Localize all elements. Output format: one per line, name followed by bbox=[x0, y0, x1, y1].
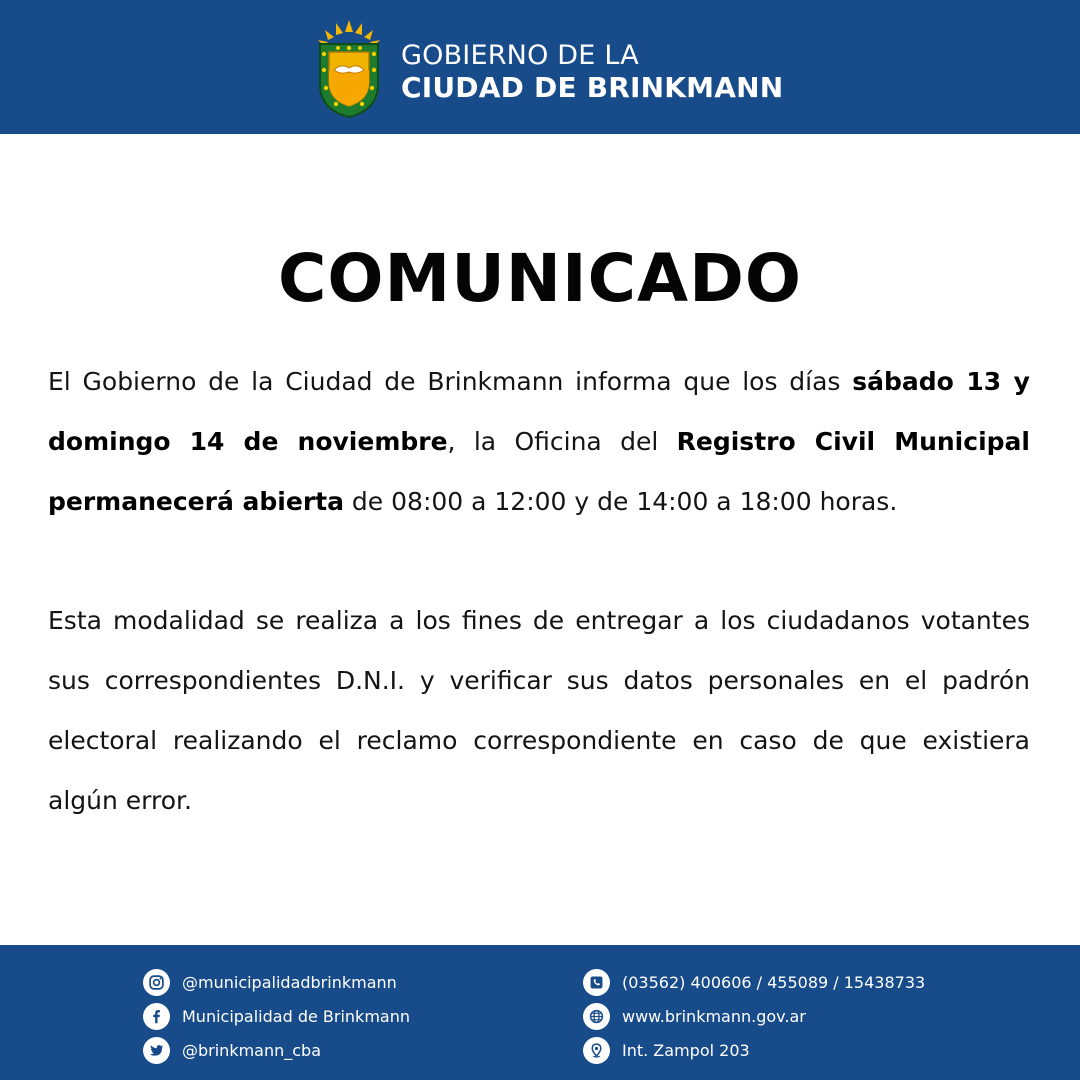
contact-website[interactable] bbox=[583, 999, 925, 1033]
phone-icon bbox=[583, 969, 610, 996]
facebook-page: Municipalidad de Brinkmann bbox=[182, 1006, 410, 1026]
contact-instagram[interactable] bbox=[143, 965, 410, 999]
instagram-icon bbox=[143, 969, 170, 996]
contact-column bbox=[583, 965, 925, 1067]
city-crest-icon bbox=[314, 18, 384, 118]
contact-twitter[interactable] bbox=[143, 1033, 410, 1067]
globe-icon bbox=[583, 1003, 610, 1030]
street-address: Int. Zampol 203 bbox=[622, 1040, 750, 1060]
instagram-handle: @municipalidadbrinkmann bbox=[182, 972, 397, 992]
phone-numbers: (03562) 400606 / 455089 / 15438733 bbox=[622, 972, 926, 992]
bold-dates: sábado 13 y domingo 14 de noviembre bbox=[48, 367, 1030, 456]
paragraph-schedule bbox=[48, 352, 1030, 532]
facebook-icon bbox=[143, 1003, 170, 1030]
location-pin-icon bbox=[583, 1037, 610, 1064]
brand-line-2: CIUDAD DE BRINKMANN bbox=[401, 71, 784, 104]
contact-phone[interactable] bbox=[583, 965, 925, 999]
social-column bbox=[143, 965, 410, 1067]
paragraph-purpose: Esta modalidad se realiza a los fines de entregar a los ciudadanos votantes sus correspondientes D.N.I. y verificar sus datos personales en el padrón electoral realizando el reclamo correspondiente en caso de que existiera algún error. bbox=[48, 606, 1030, 815]
twitter-handle: @brinkmann_cba bbox=[182, 1040, 322, 1060]
brand-line-1: GOBIERNO DE LA bbox=[401, 40, 639, 71]
brand-name bbox=[401, 42, 783, 102]
footer-contacts bbox=[0, 945, 1080, 1080]
header-banner bbox=[0, 0, 1080, 134]
website-url: www.brinkmann.gov.ar bbox=[622, 1006, 806, 1026]
text-segment: El Gobierno de la Ciudad de Brinkmann informa que los días bbox=[48, 367, 853, 396]
bold-office-open: Registro Civil Municipal permanecerá abierta bbox=[48, 427, 1030, 516]
contact-address[interactable] bbox=[583, 1033, 925, 1067]
page-title: COMUNICADO bbox=[277, 240, 802, 317]
text-segment: de 08:00 a 12:00 y de 14:00 a 18:00 horas. bbox=[343, 487, 898, 516]
twitter-icon bbox=[143, 1037, 170, 1064]
contact-facebook[interactable] bbox=[143, 999, 410, 1033]
text-segment: , la Oficina del bbox=[447, 427, 677, 456]
